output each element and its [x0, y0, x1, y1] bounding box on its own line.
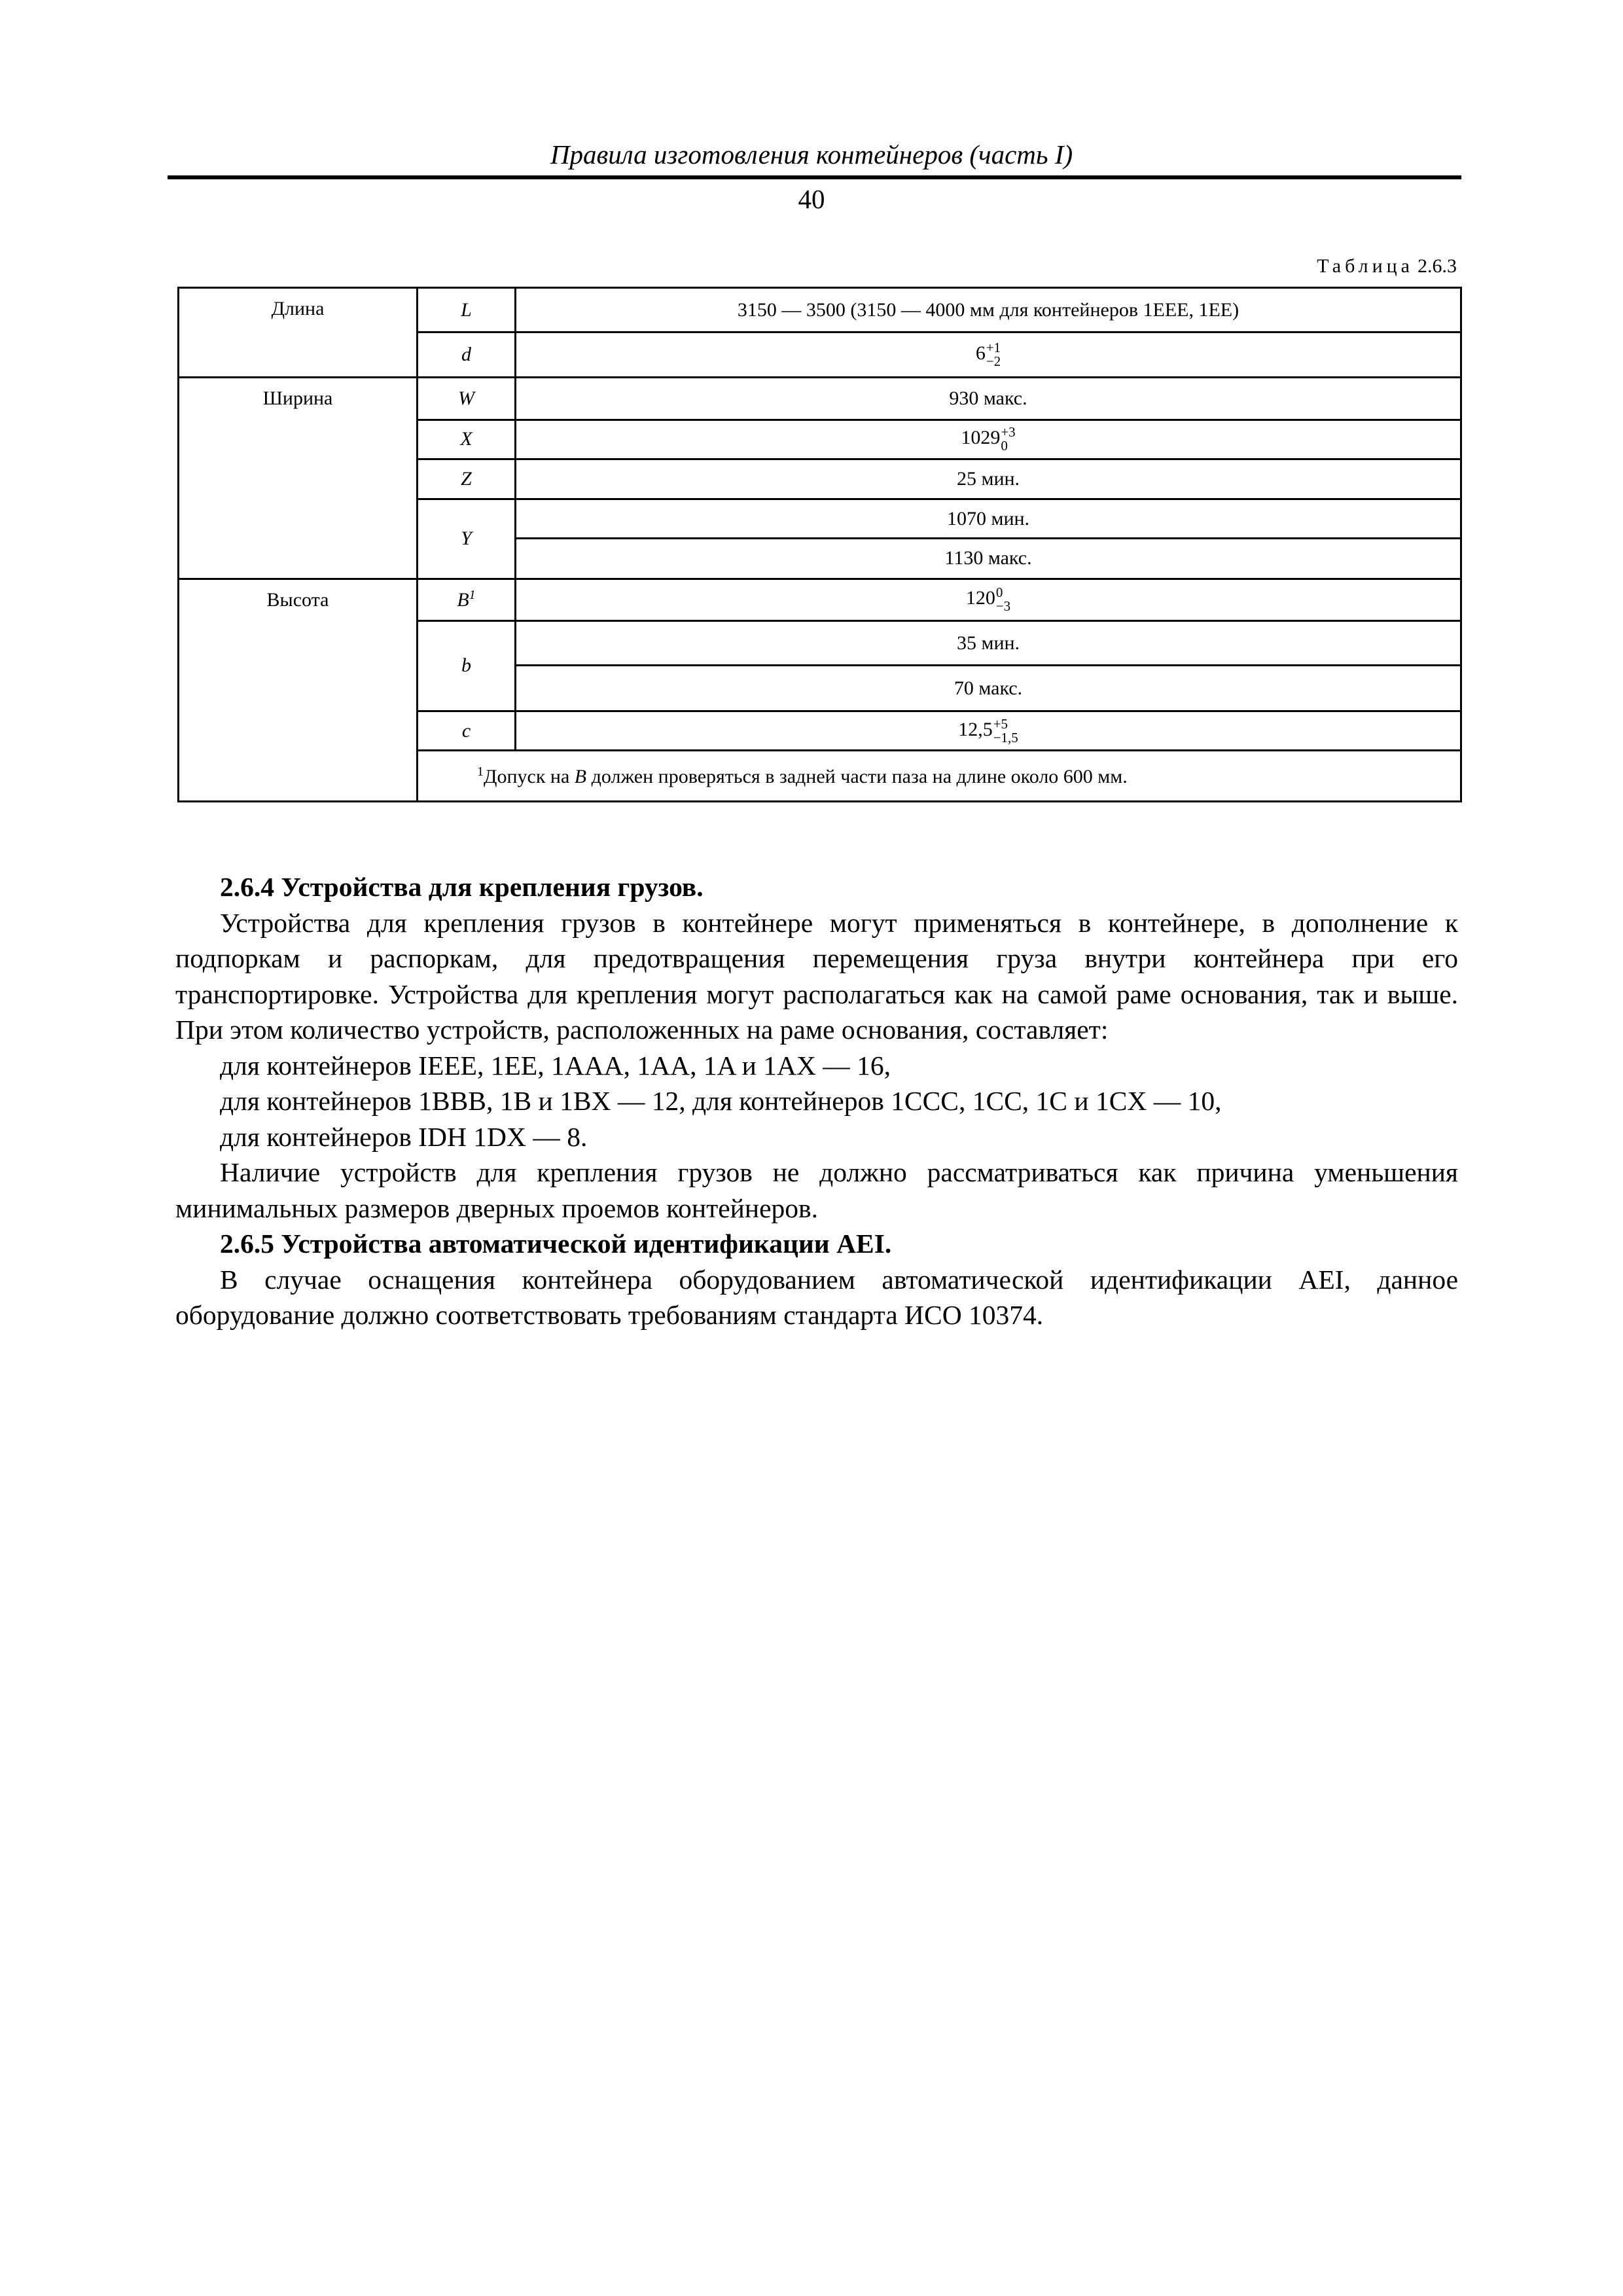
value-d-base: 6 — [975, 342, 986, 365]
value-d-tolerance — [986, 341, 1001, 368]
value-d — [516, 332, 1461, 377]
tolerance-lower: 0 — [1001, 438, 1008, 454]
table-caption-number: 2.6.3 — [1418, 255, 1457, 277]
value-W: 930 макс. — [516, 377, 1461, 420]
tolerance-lower: −1,5 — [993, 729, 1018, 745]
value-b-max: 70 макс. — [516, 666, 1461, 711]
section-2-6-4-paragraph-2: Наличие устройств для крепления грузов не должно рассматриваться как причина уменьшения минимальных размеров дверных проемов контейнеров. — [175, 1157, 1458, 1223]
row-name-height: Высота — [179, 579, 418, 801]
footnote-symbol: B — [574, 765, 587, 787]
body-text — [175, 869, 1458, 1333]
value-B-base: 120 — [965, 587, 995, 609]
value-L: 3150 — 3500 (3150 — 4000 мм для контейнеров 1EEE, 1EE) — [516, 288, 1461, 332]
footnote-ref: 1 — [469, 588, 476, 603]
symbol-X: X — [418, 420, 516, 459]
page-number: 40 — [798, 184, 825, 214]
symbol-c: c — [418, 711, 516, 750]
running-title: Правила изготовления контейнеров (часть I) — [550, 139, 1073, 170]
tolerance-upper: +5 — [993, 715, 1008, 732]
row-name-length: Длина — [179, 288, 418, 378]
symbol-L: L — [418, 288, 516, 332]
value-b-min: 35 мин. — [516, 620, 1461, 665]
section-2-6-4-paragraph: Устройства для крепления грузов в контейнере могут применяться в контейнере, в дополнение к подпоркам и распоркам, для предотвращения перемещения груза внутри контейнера при его транспортировке. Устройства для крепления могут располагаться как на самой раме основания, так и выше. При этом количество устройств, расположенных на раме основания, составляет: — [175, 907, 1458, 1045]
tolerance-upper: +1 — [986, 340, 1001, 356]
list-item: для контейнеров IEEE, 1EE, 1AAA, 1AA, 1A и 1AX — 16, — [220, 1050, 891, 1081]
section-2-6-5-title: 2.6.5 Устройства автоматической идентификации AEI. — [220, 1229, 892, 1259]
tolerance-lower: −2 — [986, 353, 1001, 370]
symbol-W: W — [418, 377, 516, 420]
value-c-tolerance — [993, 717, 1018, 745]
section-2-6-5-paragraph: В случае оснащения контейнера оборудованием автоматической идентификации AEI, данное оборудование должно соответствовать требованиям стандарта ИСО 10374. — [175, 1264, 1458, 1330]
tolerance-upper: +3 — [1001, 424, 1016, 440]
tolerance-upper: 0 — [995, 584, 1003, 601]
tolerance-lower: −3 — [995, 598, 1011, 615]
symbol-Z: Z — [418, 459, 516, 499]
value-X — [516, 420, 1461, 459]
header-rule — [168, 175, 1461, 179]
table-caption — [1317, 255, 1457, 278]
dimensions-table — [177, 287, 1462, 802]
symbol-Y: Y — [418, 499, 516, 579]
symbol-d: d — [418, 332, 516, 377]
table-row — [179, 288, 1461, 332]
footnote-text-after: должен проверяться в задней части паза на длине около 600 мм. — [586, 765, 1128, 787]
value-c — [516, 711, 1461, 750]
section-2-6-4-title: 2.6.4 Устройства для крепления грузов. — [220, 872, 704, 902]
value-X-tolerance — [1001, 425, 1015, 453]
value-B-tolerance — [996, 586, 1010, 613]
footnote-text-before: Допуск на — [484, 765, 575, 787]
table-caption-label: Таблица — [1317, 255, 1414, 277]
symbol-B — [418, 579, 516, 620]
value-Y-min: 1070 мин. — [516, 499, 1461, 538]
list-item: для контейнеров 1BBB, 1B и 1BX — 12, для контейнеров 1CCC, 1CC, 1C и 1CX — 10, — [220, 1086, 1222, 1116]
value-B — [516, 579, 1461, 620]
value-Y-max: 1130 макс. — [516, 539, 1461, 579]
symbol-b: b — [418, 620, 516, 711]
row-name-width: Ширина — [179, 377, 418, 579]
value-Z: 25 мин. — [516, 459, 1461, 499]
table-row — [179, 377, 1461, 420]
table-row — [179, 579, 1461, 620]
table-footnote — [418, 751, 1461, 802]
list-item: для контейнеров IDH 1DX — 8. — [220, 1121, 588, 1152]
value-c-base: 12,5 — [958, 718, 993, 740]
footnote-marker: 1 — [477, 764, 484, 779]
symbol-B-letter: B — [457, 589, 469, 611]
value-X-base: 1029 — [961, 427, 1001, 449]
